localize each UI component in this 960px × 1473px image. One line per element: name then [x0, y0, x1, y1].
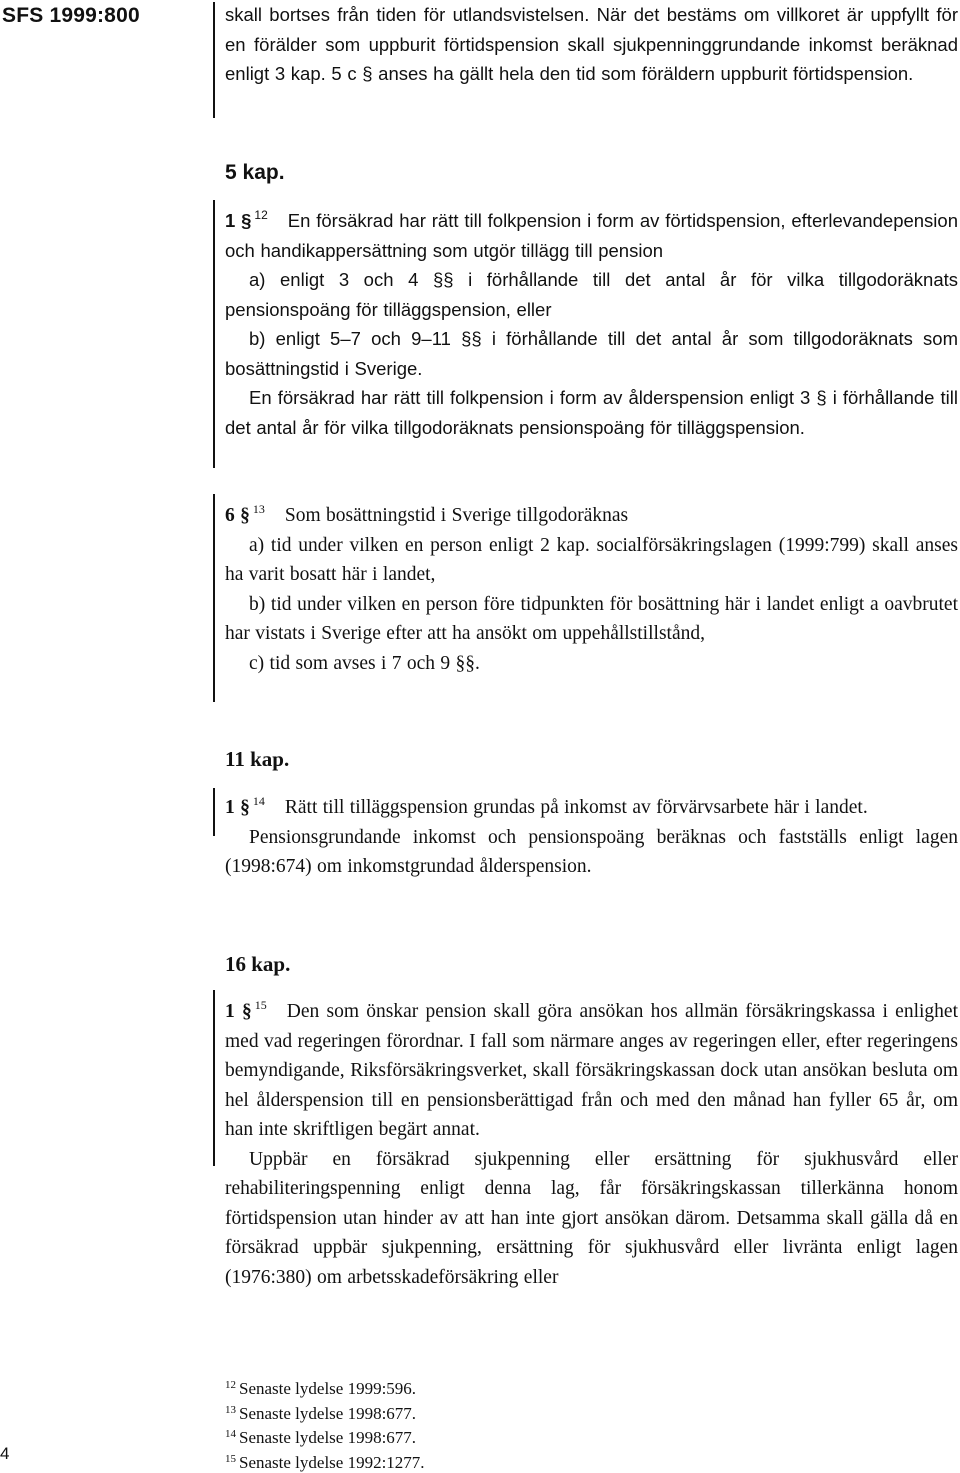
footnote-ref: 12	[254, 208, 267, 222]
section-lead: 1 § $^{14}$ Rätt till tilläggspension grundas på inkomst av förvärvsarbete här i landet.	[225, 787, 958, 823]
intro-paragraph: skall bortses från tiden för utlandsvistelsen. När det bestäms om villkoret är uppfyllt för en förälder som uppburit förtidspension skall sjukpenninggrundande inkomst beräknad enligt 3 kap. 5 c § anses ha gällt hela den tid som föräldern uppburit förtidspension.	[225, 0, 958, 89]
change-bar	[213, 200, 215, 468]
list-item: a) tid under vilken en person enligt 2 kap. socialförsäkringslagen (1999:799) skall anses ha varit bosatt här i landet,	[225, 531, 958, 590]
section-lead: 1 § $^{15}$ Den som önskar pension skall göra ansökan hos allmän försäkringskassa i enlighet med vad regeringen förordnar. I fall som närmare anges av regeringen eller, efter regeringens bemyndigande, Riksförsäkringsverket, skall försäkringskassan dock utan ansökan besluta om hel ålderspension till en pensionsberättigad från och med den månad han fyller 65 år, om han inte skriftligen begärt annat.	[225, 991, 958, 1145]
paragraph: Uppbär en försäkrad sjukpenning eller ersättning för sjukhusvård eller rehabiliteringspenning enligt denna lag, får försäkringskassan tillerkänna honom förtidspension utan hinder av att han inte gjort ansökan därom. Detsamma skall gälla då en försäkrad uppbär sjukpenning, ersättning för sjukhusvård eller livränta enligt lagen (1976:380) om arbetsskadeförsäkring eller	[225, 1145, 958, 1293]
intro-section	[225, 0, 958, 89]
change-bar	[213, 2, 215, 118]
footnote-ref: 13	[253, 502, 265, 516]
chapter-heading: 16 kap.	[225, 952, 290, 977]
footnotes	[225, 1375, 425, 1473]
paragraph: Pensionsgrundande inkomst och pensionspoäng beräknas och fastställs enligt lagen (1998:674) om inkomstgrundad ålderspension.	[225, 823, 958, 882]
chap5-section6	[225, 495, 958, 678]
list-item: c) tid som avses i 7 och 9 §§.	[225, 649, 958, 679]
paragraph: En försäkrad har rätt till folkpension i form av ålderspension enligt 3 § i förhållande till det antal år för vilka tillgodoräknats pensionspoäng för tilläggspension.	[225, 383, 958, 442]
change-bar	[213, 494, 215, 702]
footnote: $^{14}$ Senaste lydelse 1998:677.	[225, 1424, 425, 1449]
chap16-section1	[225, 991, 958, 1292]
section-number: 1 § $^{12}$	[225, 210, 268, 231]
section-lead: 1 § $^{12}$ En försäkrad har rätt till folkpension i form av förtidspension, efterlevandepension och handikappersättning som utgör tillägg till pension	[225, 201, 958, 265]
section-lead: 6 § $^{13}$ Som bosättningstid i Sverige tillgodoräknas	[225, 495, 958, 531]
list-item: b) enligt 5–7 och 9–11 §§ i förhållande till det antal år som tillgodoräknats som bosättningstid i Sverige.	[225, 324, 958, 383]
footnote: $^{12}$ Senaste lydelse 1999:596.	[225, 1375, 425, 1400]
section-number: 1 § $^{14}$	[225, 797, 265, 818]
chapter-heading: 5 kap.	[225, 161, 285, 185]
list-item: b) tid under vilken en person före tidpunkten för bosättning här i landet enligt a oavbrutet har vistats i Sverige efter att ha ansökt om uppehållstillstånd,	[225, 590, 958, 649]
section-number: 1 § $^{15}$	[225, 1001, 267, 1022]
footnote: $^{13}$ Senaste lydelse 1998:677.	[225, 1400, 425, 1425]
section-number: 6 § $^{13}$	[225, 505, 265, 526]
footnote: $^{15}$ Senaste lydelse 1992:1277.	[225, 1449, 425, 1473]
chap11-section1	[225, 787, 958, 882]
footnote-ref: 14	[253, 794, 265, 808]
chapter-heading: 11 kap.	[225, 747, 289, 772]
sfs-number: SFS 1999:800	[2, 4, 140, 28]
page-number: 4	[0, 1444, 9, 1464]
change-bar	[213, 990, 215, 1166]
change-bar	[213, 788, 215, 836]
chap5-section1	[225, 201, 958, 442]
footnote-ref: 15	[255, 998, 267, 1012]
list-item: a) enligt 3 och 4 §§ i förhållande till det antal år för vilka tillgodoräknats pensionspoäng för tilläggspension, eller	[225, 265, 958, 324]
